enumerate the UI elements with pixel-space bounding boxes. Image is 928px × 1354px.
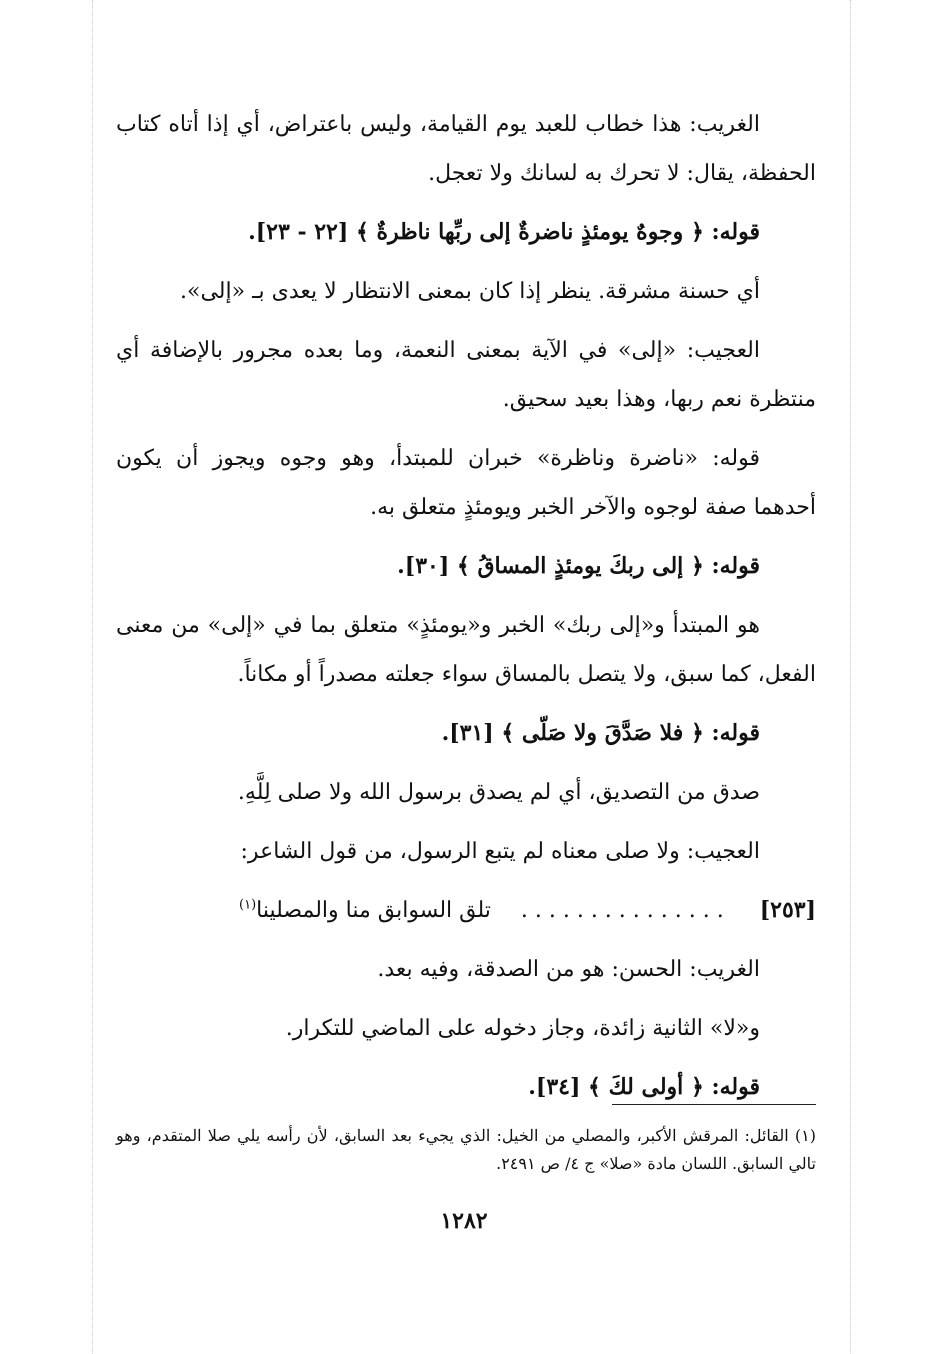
paragraph-la-zaida: و«لا» الثانية زائدة، وجاز دخوله على الماضي للتكرار.: [285, 1016, 760, 1041]
paragraph-gharib-1: الغريب: هذا خطاب للعبد يوم القيامة، وليس باعتراض، أي إذا أتاه كتاب الحفظة، يقال: لا تحرك به لسانك ولا تعجل.: [116, 112, 816, 186]
scan-guide-right: [850, 0, 851, 1354]
main-text-column: [116, 100, 816, 1122]
poem-verse-253: [116, 886, 816, 935]
poem-number: [٢٥٣]: [759, 897, 816, 923]
footnote-marker: (١): [239, 897, 257, 913]
poem-text: تلق السوابق منا والمصلينا: [256, 898, 491, 923]
verse-31: قوله: ﴿ فلا صَدَّقَ ولا صَلّى ﴾ [٣١].: [441, 720, 760, 746]
poem-text-wrap: [239, 886, 491, 935]
verse-30: قوله: ﴿ إلى ربكَ يومئذٍ المساقُ ﴾ [٣٠].: [397, 553, 760, 579]
paragraph-grammar-1: قوله: «ناضرة وناظرة» خبران للمبتدأ، وهو وجوه ويجوز أن يكون أحدهما صفة لوجوه والآخر الخبر ويومئذٍ متعلق به.: [116, 446, 816, 520]
paragraph-ajib-1: العجيب: «إلى» في الآية بمعنى النعمة، وما بعده مجرور بالإضافة أي منتظرة نعم ربها، وهذا بعيد سحيق.: [116, 338, 816, 412]
page-number: ١٢٨٢: [440, 1208, 488, 1234]
paragraph-gharib-2: الغريب: الحسن: هو من الصدقة، وفيه بعد.: [377, 957, 760, 982]
poem-dots: . . . . . . . . . . . . . . .: [520, 898, 724, 923]
scan-guide-left: [92, 0, 93, 1354]
footnote-divider: [612, 1104, 816, 1105]
verse-34: قوله: ﴿ أولى لكَ ﴾ [٣٤].: [528, 1074, 760, 1100]
footnote-text: (١) القائل: المرقش الأكبر، والمصلي من الخيل: الذي يجيء بعد السابق، لأن رأسه يلي صلا المتقدم، وهو تالي السابق. اللسان مادة «صلا» ج ٤/ ص ٢٤٩١.: [116, 1126, 816, 1173]
paragraph-explanation-1: أي حسنة مشرقة. ينظر إذا كان بمعنى الانتظار لا يعدى بـ «إلى».: [180, 279, 760, 304]
verse-22-23: قوله: ﴿ وجوهٌ يومئذٍ ناضرةٌ إلى ربِّها ناظرةٌ ﴾ [٢٢ - ٢٣].: [248, 219, 760, 245]
paragraph-explanation-2: صدق من التصديق، أي لم يصدق برسول الله ولا صلى لِلَّهِ.: [237, 780, 760, 805]
paragraph-ajib-2: العجيب: ولا صلى معناه لم يتبع الرسول، من قول الشاعر:: [240, 839, 760, 864]
paragraph-grammar-2: هو المبتدأ و«إلى ربك» الخبر و«يومئذٍ» متعلق بما في «إلى» من معنى الفعل، كما سبق، ولا يتصل بالمساق سواء جعلته مصدراً أو مكاناً.: [116, 613, 816, 687]
